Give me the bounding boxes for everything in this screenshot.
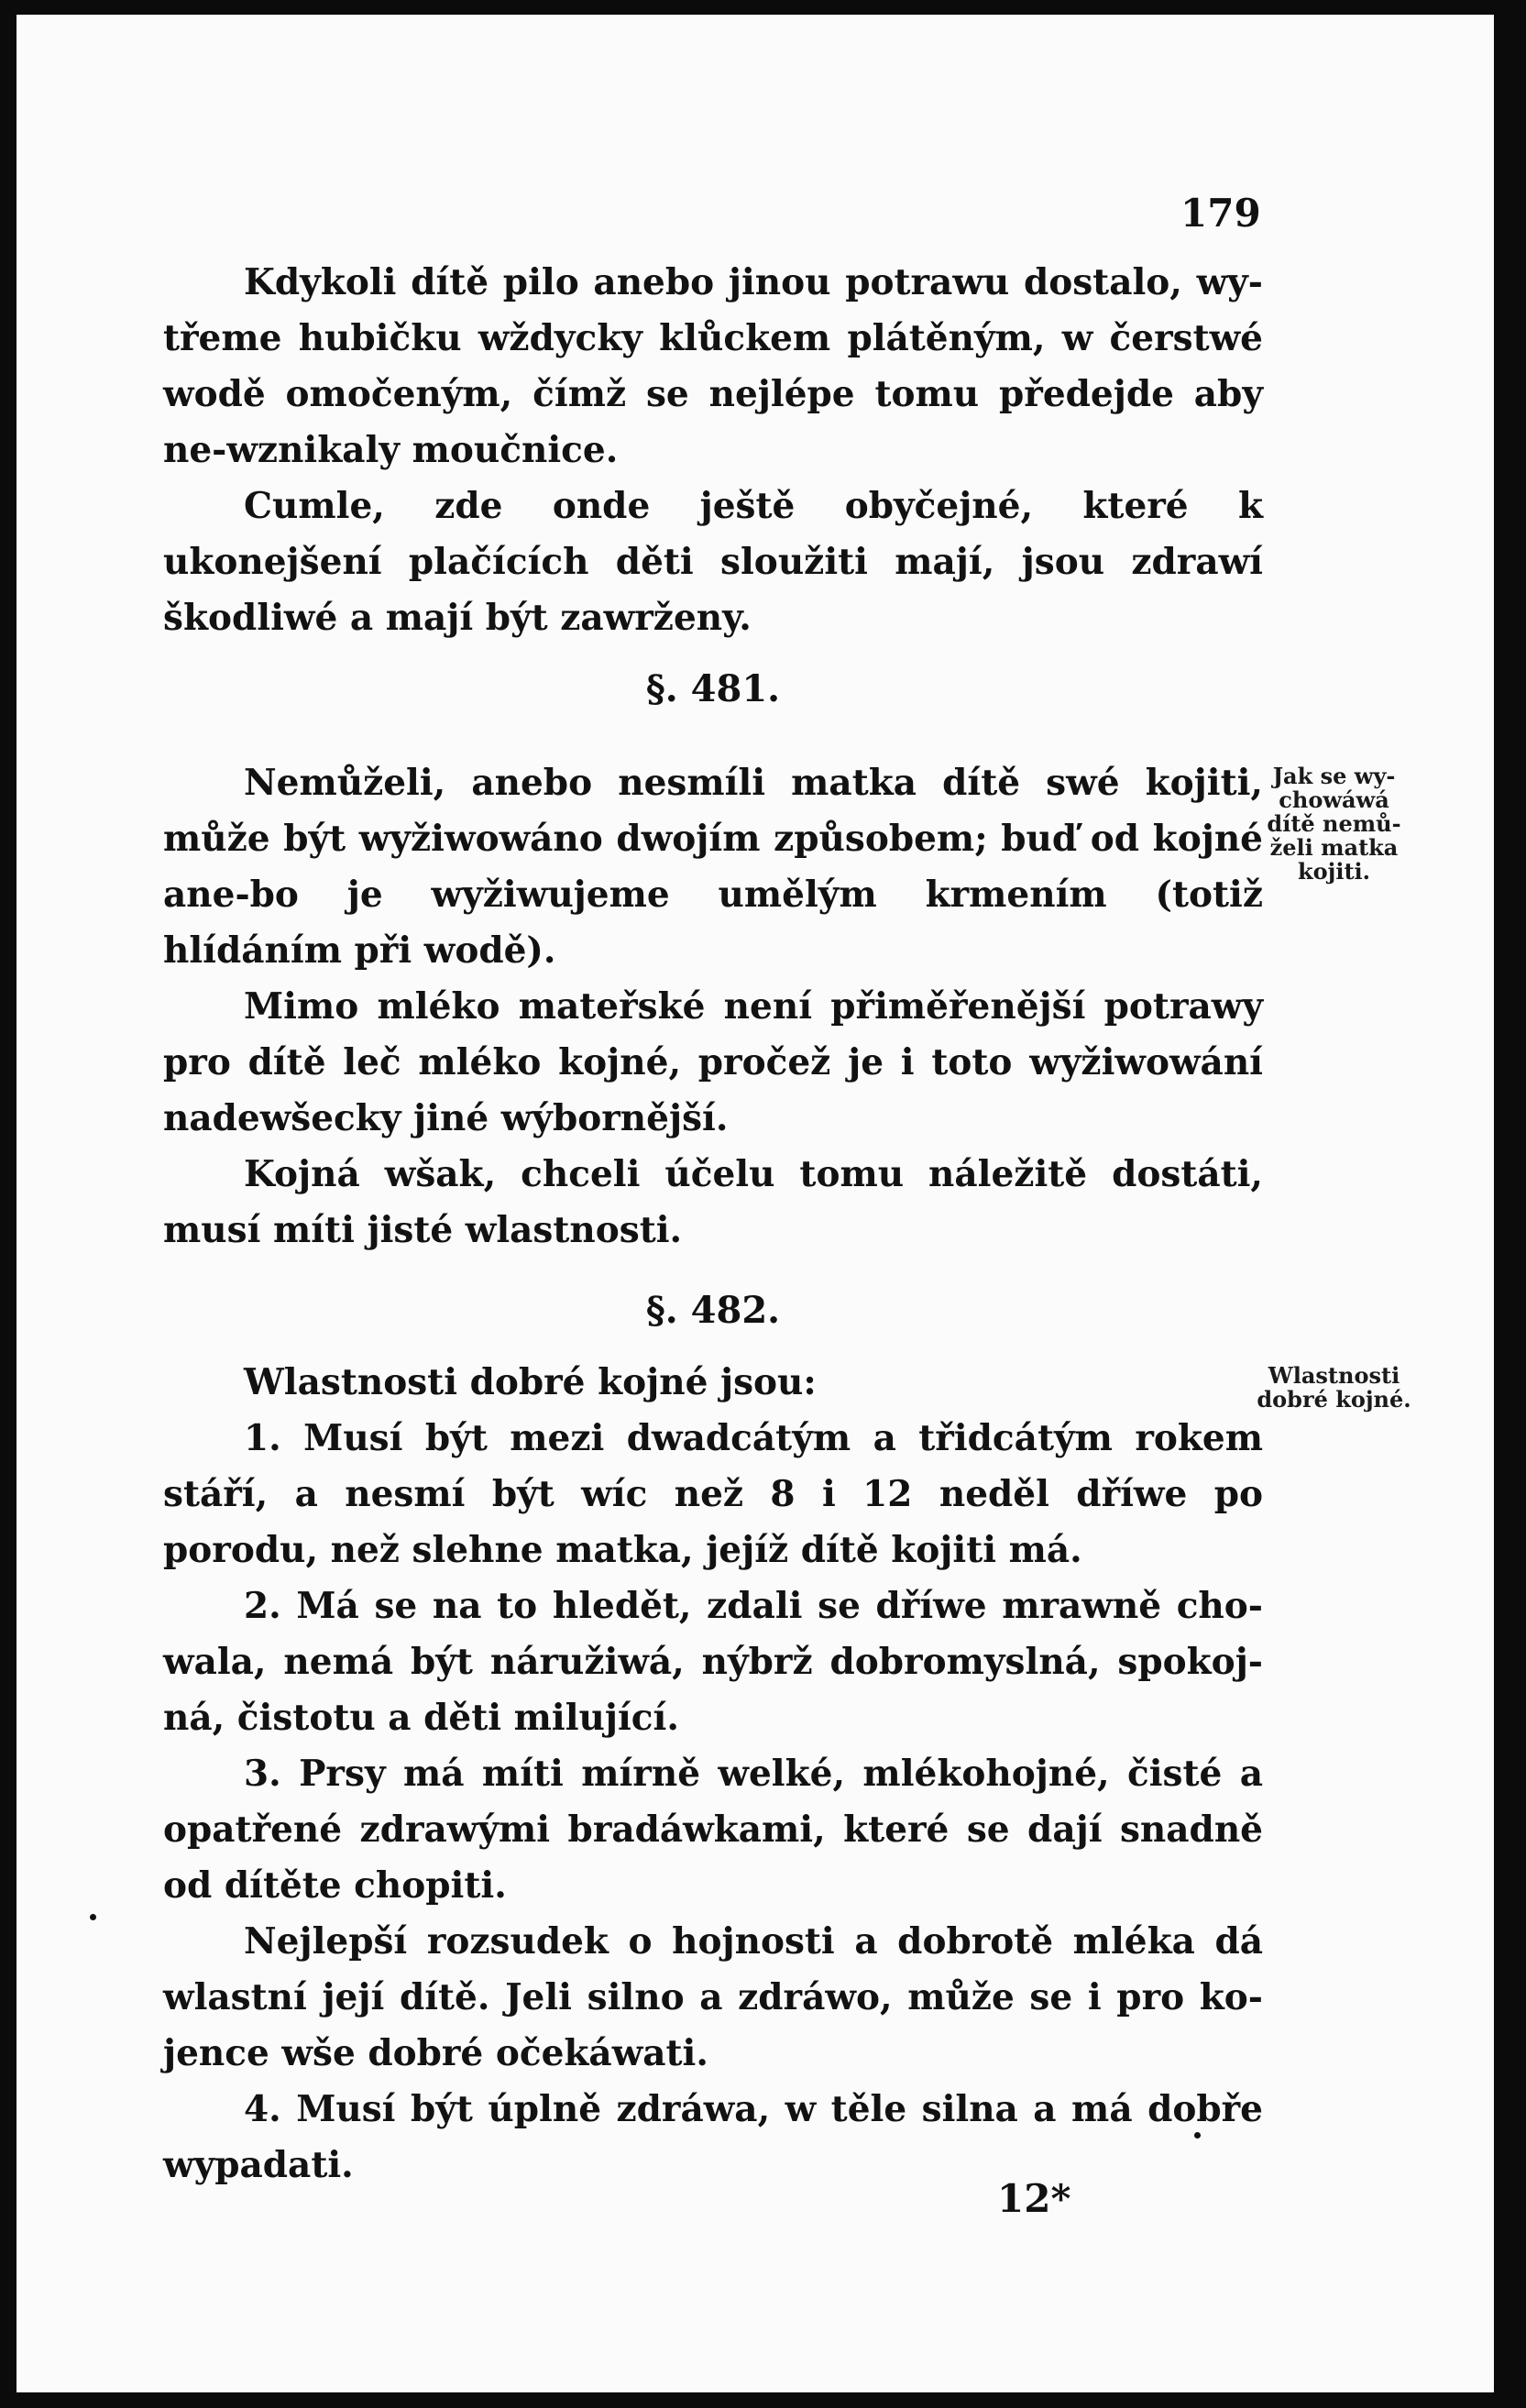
signature-mark: 12* bbox=[997, 2176, 1071, 2221]
section-heading: §. 482. bbox=[645, 1289, 781, 1332]
ink-speck bbox=[1194, 2132, 1201, 2139]
intro-block bbox=[163, 255, 1263, 646]
section-482-body bbox=[163, 1355, 1263, 2194]
paragraph: Nemůželi, anebo nesmíli matka dítě swé kojiti, může být wyžiwowáno dwojím způsobem; buď od kojné ane-bo je wyžiwujeme umělým krmením (totiž hlídáním při wodě). bbox=[163, 762, 1263, 972]
section-481-body bbox=[163, 755, 1263, 1259]
ink-speck bbox=[90, 1914, 96, 1920]
paragraph: 4. Musí být úplně zdráwa, w těle silna a má dobře wypadati. bbox=[163, 2088, 1263, 2186]
margin-note: Wlastnosti dobré kojné. bbox=[1257, 1362, 1411, 1413]
paragraph: 3. Prsy má míti mírně welké, mlékohojné, čisté a opatřené zdrawými bradáwkami, které se dají snadně od dítěte chopiti. bbox=[163, 1753, 1263, 1907]
paragraph: Cumle, zde onde ještě obyčejné, které k ukonejšení plačících děti sloužiti mají, jsou zdrawí škodliwé a mají být zawrženy. bbox=[163, 485, 1263, 639]
paragraph: Nejlepší rozsudek o hojnosti a dobrotě mléka dá wlastní její dítě. Jeli silno a zdráwo, může se i pro ko-jence wše dobré očekáwati. bbox=[163, 1920, 1263, 2074]
margin-note: Jak se wy-chowáwá dítě nemů-želi matka kojiti. bbox=[1267, 763, 1401, 885]
book-page bbox=[16, 15, 1494, 2392]
paragraph: 1. Musí být mezi dwadcátým a třidcátým rokem stáří, a nesmí být wíc než 8 i 12 neděl dříwe po porodu, než slehne matka, jejíž dítě kojiti má. bbox=[163, 1417, 1263, 1571]
paragraph: Kojná wšak, chceli účelu tomu náležitě dostáti, musí míti jisté wlastnosti. bbox=[163, 1153, 1263, 1251]
paragraph: Wlastnosti dobré kojné jsou: bbox=[244, 1361, 817, 1403]
paragraph: 2. Má se na to hledět, zdali se dříwe mrawně cho-wala, nemá být náružiwá, nýbrž dobromyslná, spokoj-ná, čistotu a děti milující. bbox=[163, 1585, 1263, 1739]
paragraph: Mimo mléko mateřské není přiměřenější potrawy pro dítě leč mléko kojné, pročež je i toto wyžiwowání nadewšecky jiné wýbornější. bbox=[163, 985, 1263, 1139]
page-number: 179 bbox=[1180, 191, 1261, 236]
section-heading: §. 481. bbox=[645, 667, 781, 710]
paragraph: Kdykoli dítě pilo anebo jinou potrawu dostalo, wy-třeme hubičku wždycky klůckem plátěným, w čerstwé wodě omočeným, čímž se nejlépe tomu předejde aby ne-wznikaly moučnice. bbox=[163, 261, 1263, 471]
